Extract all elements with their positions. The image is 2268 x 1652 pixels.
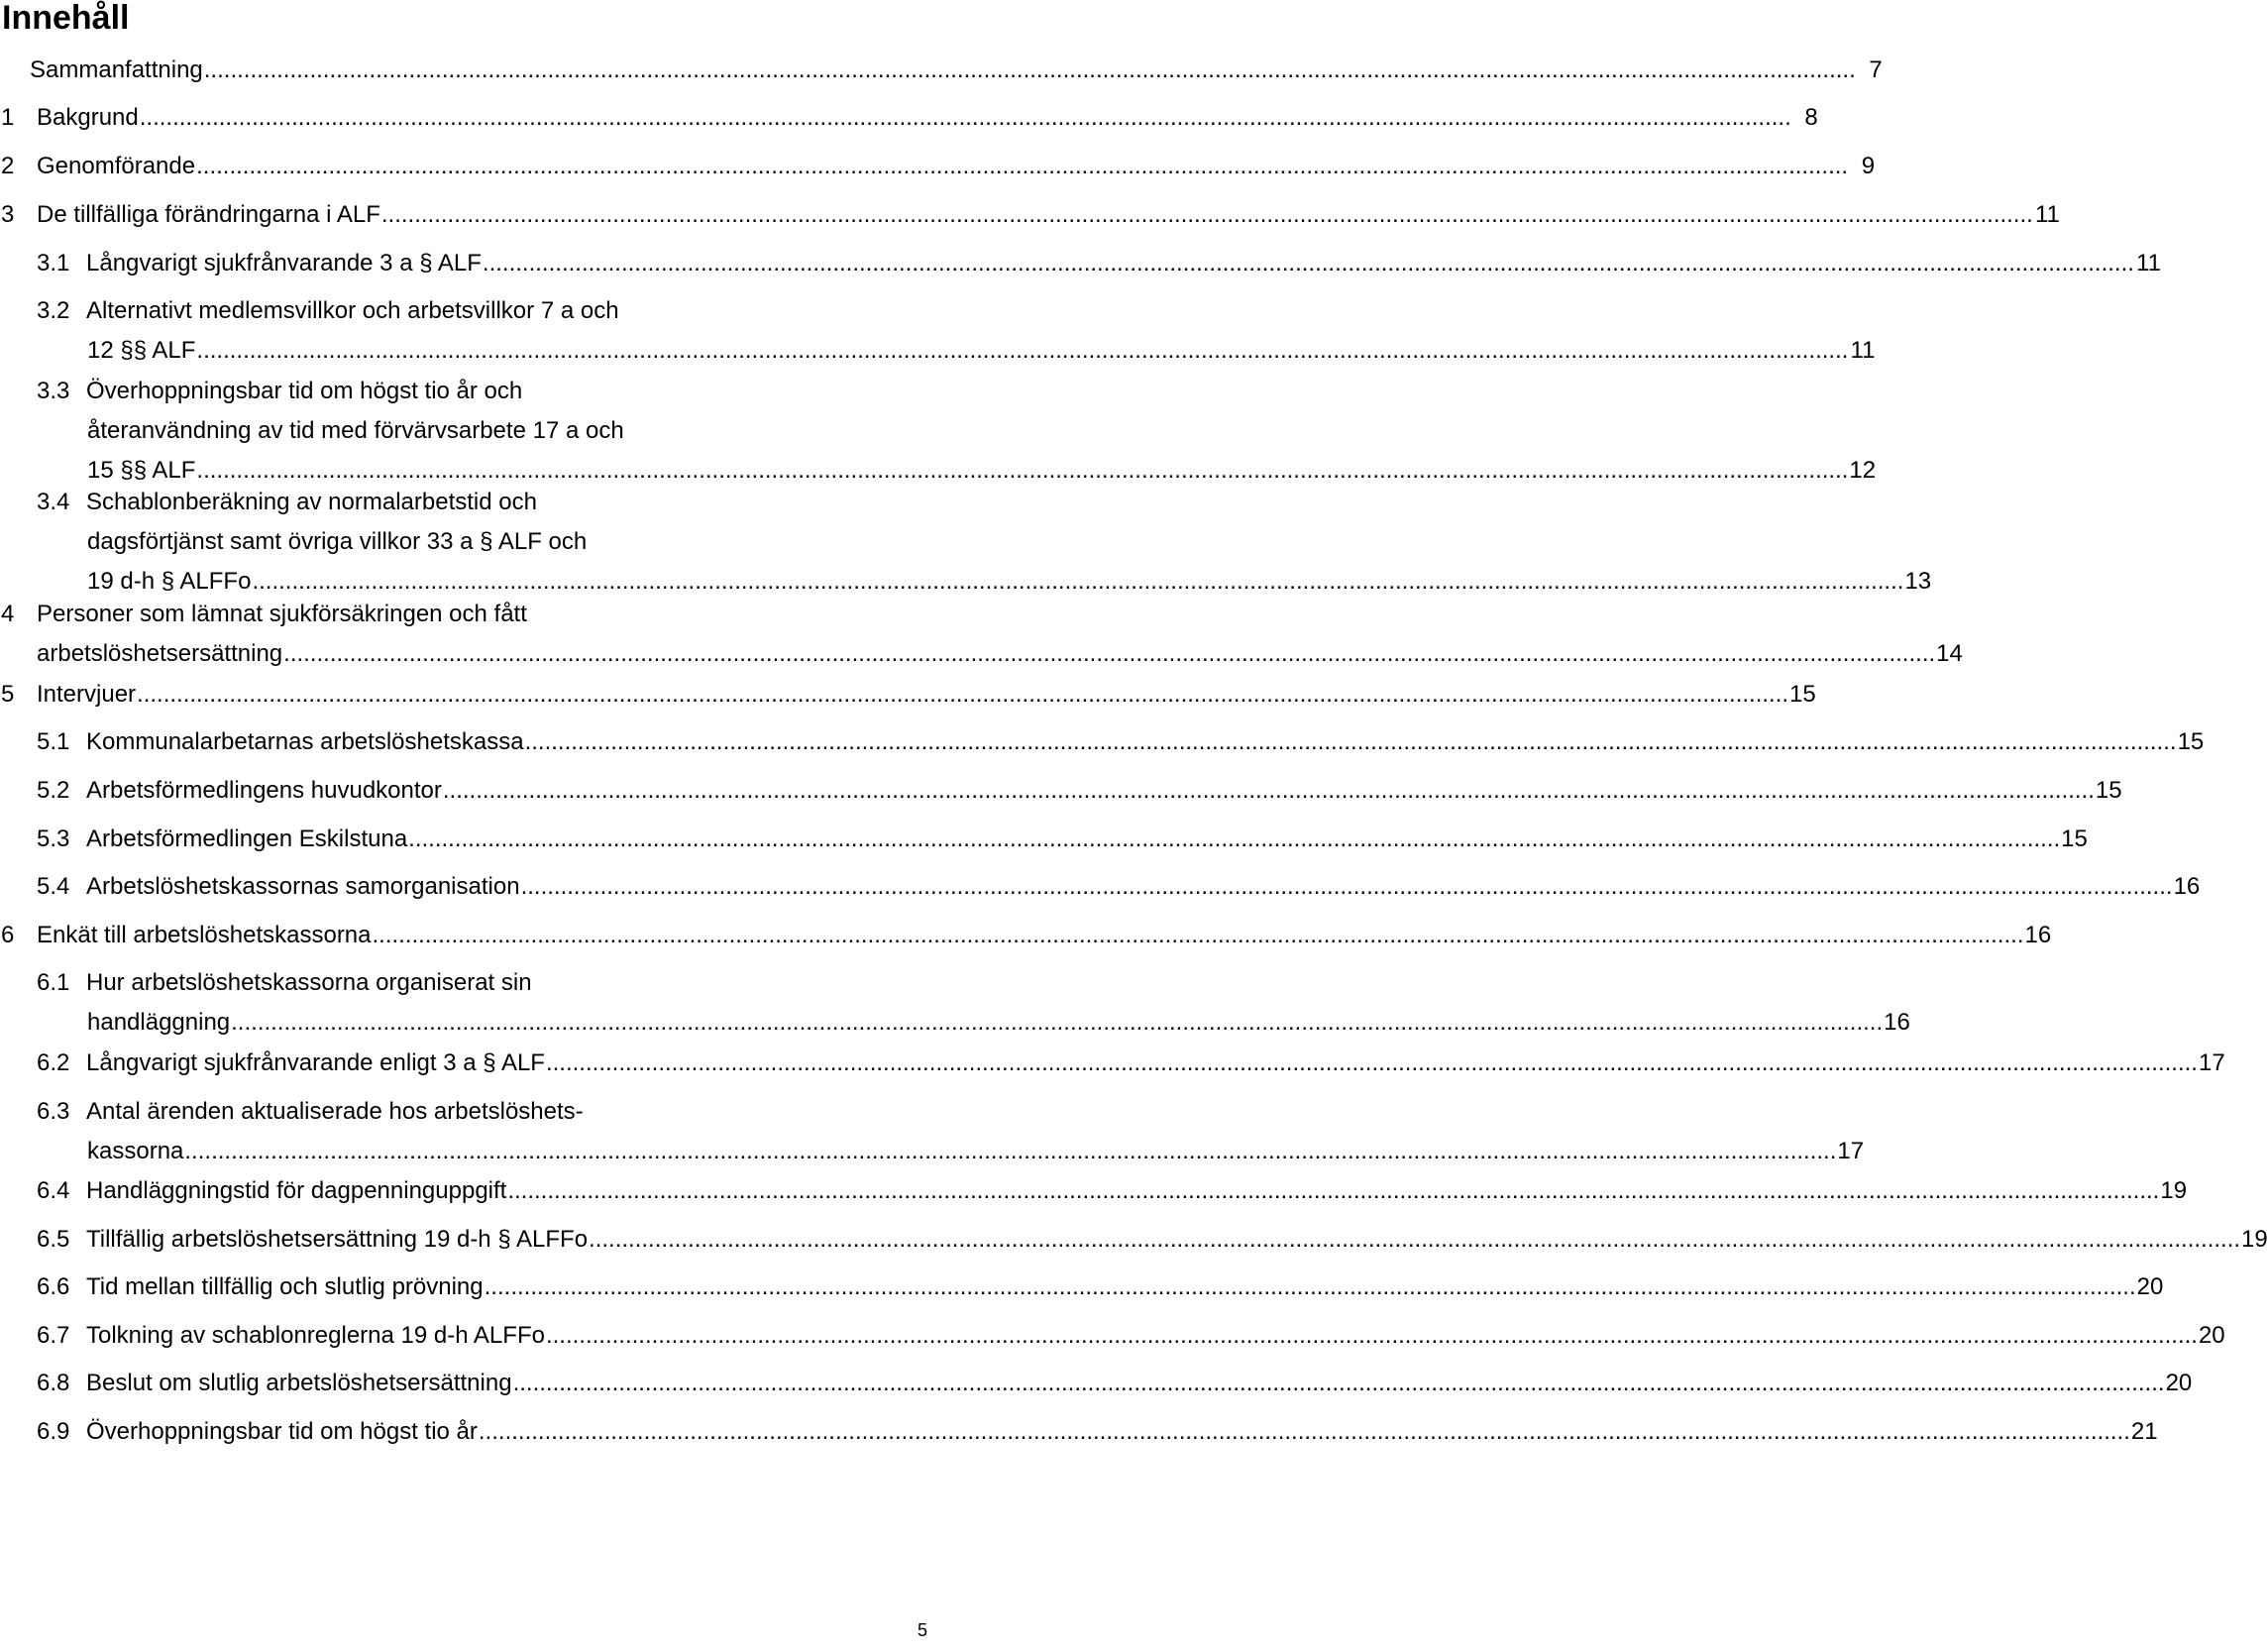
toc-entry-page: 20: [2136, 1273, 2164, 1300]
toc-heading: Innehåll: [2, 0, 130, 37]
toc-entry-page: 16: [1884, 1009, 1910, 1036]
toc-entry[interactable]: [0, 1096, 1865, 1167]
toc-dot-leader: [196, 455, 1848, 487]
toc-entry-title: Tid mellan tillfällig och slutlig prövning: [86, 1273, 484, 1300]
toc-entry-line: [0, 376, 783, 407]
toc-entry-title: Tolkning av schablonreglerna 19 d-h ALFFo: [86, 1322, 545, 1349]
toc-entry-page: 19: [2160, 1177, 2188, 1204]
toc-entry-page: 15: [2095, 777, 2122, 804]
toc-dot-leader: [479, 1416, 2130, 1448]
toc-entry-page: 21: [2130, 1418, 2158, 1445]
toc-dot-leader: [483, 248, 2134, 279]
toc-entry-line: [0, 1416, 2158, 1448]
toc-entry-line: [0, 920, 2052, 951]
toc-entry-title: 19 d-h § ALFFo: [87, 568, 252, 595]
toc-entry-page: 17: [1837, 1138, 1865, 1164]
toc-dot-leader: [546, 1320, 2198, 1352]
toc-entry-title: Överhoppningsbar tid om högst tio år och: [86, 378, 523, 404]
toc-entry-number: 5: [1, 681, 15, 708]
toc-entry-line: [0, 1368, 2193, 1399]
toc-entry-title: Arbetsförmedlingen Eskilstuna: [86, 826, 408, 852]
toc-entry-line: [0, 726, 2205, 758]
toc-entry[interactable]: [0, 1175, 2188, 1207]
toc-entry-title: Personer som lämnat sjukförsäkringen och fått: [37, 601, 527, 627]
toc-entry-page: 20: [2165, 1370, 2193, 1396]
toc-entry-number: 6.9: [37, 1418, 70, 1445]
toc-entry[interactable]: [0, 199, 2060, 231]
toc-dot-leader: [283, 638, 1935, 670]
toc-entry-title: De tillfälliga förändringarna i ALF: [37, 201, 380, 228]
toc-dot-leader: [196, 151, 1848, 182]
toc-entry-line: [0, 487, 783, 518]
toc-entry-line: [0, 102, 1818, 134]
toc-entry-title: Genomförande: [37, 153, 196, 179]
toc-entry-number: 6.3: [37, 1098, 70, 1125]
toc-entry-number: 6.4: [37, 1177, 70, 1204]
toc-dot-leader: [196, 335, 1848, 367]
toc-entry-title: Kommunalarbetarnas arbetslöshetskassa: [86, 728, 524, 755]
toc-entry-number: 3.3: [37, 378, 70, 404]
toc-entry-number: 4: [1, 601, 15, 627]
toc-entry-number: 5.4: [37, 873, 70, 900]
toc-entry-page: 14: [1936, 640, 1963, 667]
toc-entry-number: 5.1: [37, 728, 70, 755]
toc-entry-title: Intervjuer: [37, 681, 137, 708]
toc-entry-line: [0, 566, 1932, 598]
toc-dot-leader: [137, 679, 1788, 711]
toc-entry-line: [0, 526, 783, 558]
toc-entry[interactable]: [0, 102, 1818, 134]
toc-entry[interactable]: [0, 151, 1876, 182]
toc-entry-line: [0, 248, 2161, 279]
toc-entry-title: Hur arbetslöshetskassorna organiserat sin: [86, 969, 532, 996]
toc-dot-leader: [231, 1007, 1883, 1039]
toc-entry[interactable]: [0, 1368, 2193, 1399]
toc-entry-page: 12: [1849, 457, 1877, 484]
toc-entry-number: 6: [1, 922, 15, 948]
toc-entry[interactable]: [0, 295, 1876, 367]
toc-entry-line: [0, 295, 783, 327]
toc-entry-number: 2: [1, 153, 15, 179]
toc-entry-title: arbetslöshetsersättning: [37, 640, 283, 667]
toc-entry-title: handläggning: [87, 1009, 231, 1036]
toc-entry-number: 1: [1, 104, 15, 131]
toc-dot-leader: [513, 1368, 2165, 1399]
toc-entry-page: 19: [2241, 1226, 2268, 1253]
toc-entry[interactable]: [0, 1271, 2164, 1303]
toc-entry-page: 17: [2198, 1049, 2225, 1076]
toc-entry[interactable]: [0, 967, 1910, 1039]
toc-entry-title: 12 §§ ALF: [87, 337, 196, 364]
toc-entry-number: 3.4: [37, 489, 70, 515]
toc-entry-page: 20: [2198, 1322, 2225, 1349]
toc-entry-line: [0, 871, 2201, 903]
toc-dot-leader: [443, 775, 2095, 807]
toc-entry[interactable]: [0, 920, 2052, 951]
toc-entry-title: Schablonberäkning av normalarbetstid och: [86, 489, 537, 515]
toc-entry-title: Tillfällig arbetslöshetsersättning 19 d-h § ALFFo: [86, 1226, 589, 1253]
toc-entry-title: Långvarigt sjukfrånvarande 3 a § ALF: [86, 250, 482, 276]
toc-entry-line: [0, 335, 1876, 367]
toc-dot-leader: [507, 1175, 2159, 1207]
toc-entry-number: 5.2: [37, 777, 70, 804]
toc-entry-page: 13: [1904, 568, 1932, 595]
toc-entry-page: 15: [1789, 681, 1816, 708]
toc-entry-line: [0, 55, 1883, 86]
toc-dot-leader: [373, 920, 2024, 951]
toc-dot-leader: [485, 1271, 2136, 1303]
toc-entry-line: [0, 1271, 2164, 1303]
toc-entry-line: [0, 1007, 1910, 1039]
toc-dot-leader: [204, 55, 1856, 86]
toc-entry-line: [0, 1096, 783, 1128]
toc-entry-line: [0, 415, 783, 447]
toc-entry-page: 11: [2136, 250, 2161, 276]
toc-entry-title: Enkät till arbetslöshetskassorna: [37, 922, 372, 948]
toc-dot-leader: [381, 199, 2033, 231]
page-number: 5: [917, 1620, 927, 1640]
toc-entry-page: 15: [2177, 728, 2205, 755]
toc-entry[interactable]: [0, 871, 2201, 903]
toc-entry-page: 11: [2034, 201, 2060, 228]
toc-entry[interactable]: [0, 1416, 2158, 1448]
toc-entry-title: Långvarigt sjukfrånvarande enligt 3 a § ALF: [86, 1049, 545, 1076]
toc-dot-leader: [546, 1047, 2198, 1079]
toc-entry-page: 11: [1850, 337, 1876, 364]
toc-entry-line: [0, 151, 1876, 182]
toc-entry-page: 7: [1869, 56, 1883, 83]
toc-dot-leader: [589, 1224, 2240, 1256]
toc-entry-number: 3: [1, 201, 15, 228]
toc-entry-line: [0, 638, 1963, 670]
toc-entry-number: 6.7: [37, 1322, 70, 1349]
toc-entry-line: [0, 775, 2122, 807]
toc-entry-number: 6.2: [37, 1049, 70, 1076]
toc-entry-title: 15 §§ ALF: [87, 457, 196, 484]
toc-entry[interactable]: [0, 248, 2161, 279]
toc-entry-line: [0, 1320, 2225, 1352]
toc-entry-page: 15: [2061, 826, 2088, 852]
toc-entry[interactable]: [0, 487, 1932, 598]
toc-entry[interactable]: [0, 824, 2088, 855]
toc-entry-title: Överhoppningsbar tid om högst tio år: [86, 1418, 478, 1445]
toc-entry-page: 8: [1804, 104, 1818, 131]
toc-entry-line: [0, 1224, 2268, 1256]
toc-entry-title: Handläggningstid för dagpenninguppgift: [86, 1177, 507, 1204]
toc-entry-number: 5.3: [37, 826, 70, 852]
toc-entry-line: [0, 967, 783, 999]
toc-entry-title: Beslut om slutlig arbetslöshetsersättning: [86, 1370, 512, 1396]
toc-entry-title: dagsförtjänst samt övriga villkor 33 a § ALF och: [87, 528, 588, 555]
toc-entry-page: 16: [2024, 922, 2052, 948]
toc-entry-line: [0, 599, 783, 630]
toc-dot-leader: [252, 566, 1903, 598]
toc-entry-title: Arbetsförmedlingens huvudkontor: [86, 777, 442, 804]
toc-entry-number: 6.1: [37, 969, 70, 996]
toc-entry[interactable]: [0, 599, 1963, 670]
toc-entry-title: Arbetslöshetskassornas samorganisation: [86, 873, 520, 900]
toc-entry[interactable]: [0, 1047, 2225, 1079]
toc-entry-line: [0, 679, 1816, 711]
toc-entry-number: 6.5: [37, 1226, 70, 1253]
toc-entry-title: Alternativt medlemsvillkor och arbetsvillkor 7 a och: [86, 297, 619, 324]
toc-entry[interactable]: [0, 55, 1883, 86]
toc-entry[interactable]: [0, 1320, 2225, 1352]
toc-entry-title: kassorna: [87, 1138, 184, 1164]
toc-entry-line: [0, 199, 2060, 231]
toc-entry-title: Antal ärenden aktualiserade hos arbetslöshets-: [86, 1098, 584, 1125]
toc-dot-leader: [184, 1136, 1836, 1167]
toc-entry-page: 9: [1861, 153, 1876, 179]
toc-entry-line: [0, 824, 2088, 855]
toc-entry-number: 6.6: [37, 1273, 70, 1300]
toc-entry-number: 6.8: [37, 1370, 70, 1396]
toc-dot-leader: [525, 726, 2177, 758]
toc-dot-leader: [140, 102, 1791, 134]
toc-entry[interactable]: [0, 726, 2205, 758]
toc-entry-title: Sammanfattning: [30, 56, 203, 83]
toc-entry-line: [0, 1175, 2188, 1207]
toc-entry-number: 3.1: [37, 250, 70, 276]
toc-entry-page: 16: [2173, 873, 2201, 900]
toc-dot-leader: [408, 824, 2060, 855]
toc-entry-line: [0, 455, 1877, 487]
toc-entry-line: [0, 1047, 2225, 1079]
toc-entry[interactable]: [0, 1224, 2268, 1256]
toc-dot-leader: [521, 871, 2173, 903]
toc-entry-title: återanvändning av tid med förvärvsarbete 17 a och: [87, 417, 624, 444]
toc-entry[interactable]: [0, 376, 1877, 487]
toc-entry[interactable]: [0, 679, 1816, 711]
toc-entry-title: Bakgrund: [37, 104, 139, 131]
toc-entry-line: [0, 1136, 1865, 1167]
toc-entry[interactable]: [0, 775, 2122, 807]
toc-entry-number: 3.2: [37, 297, 70, 324]
